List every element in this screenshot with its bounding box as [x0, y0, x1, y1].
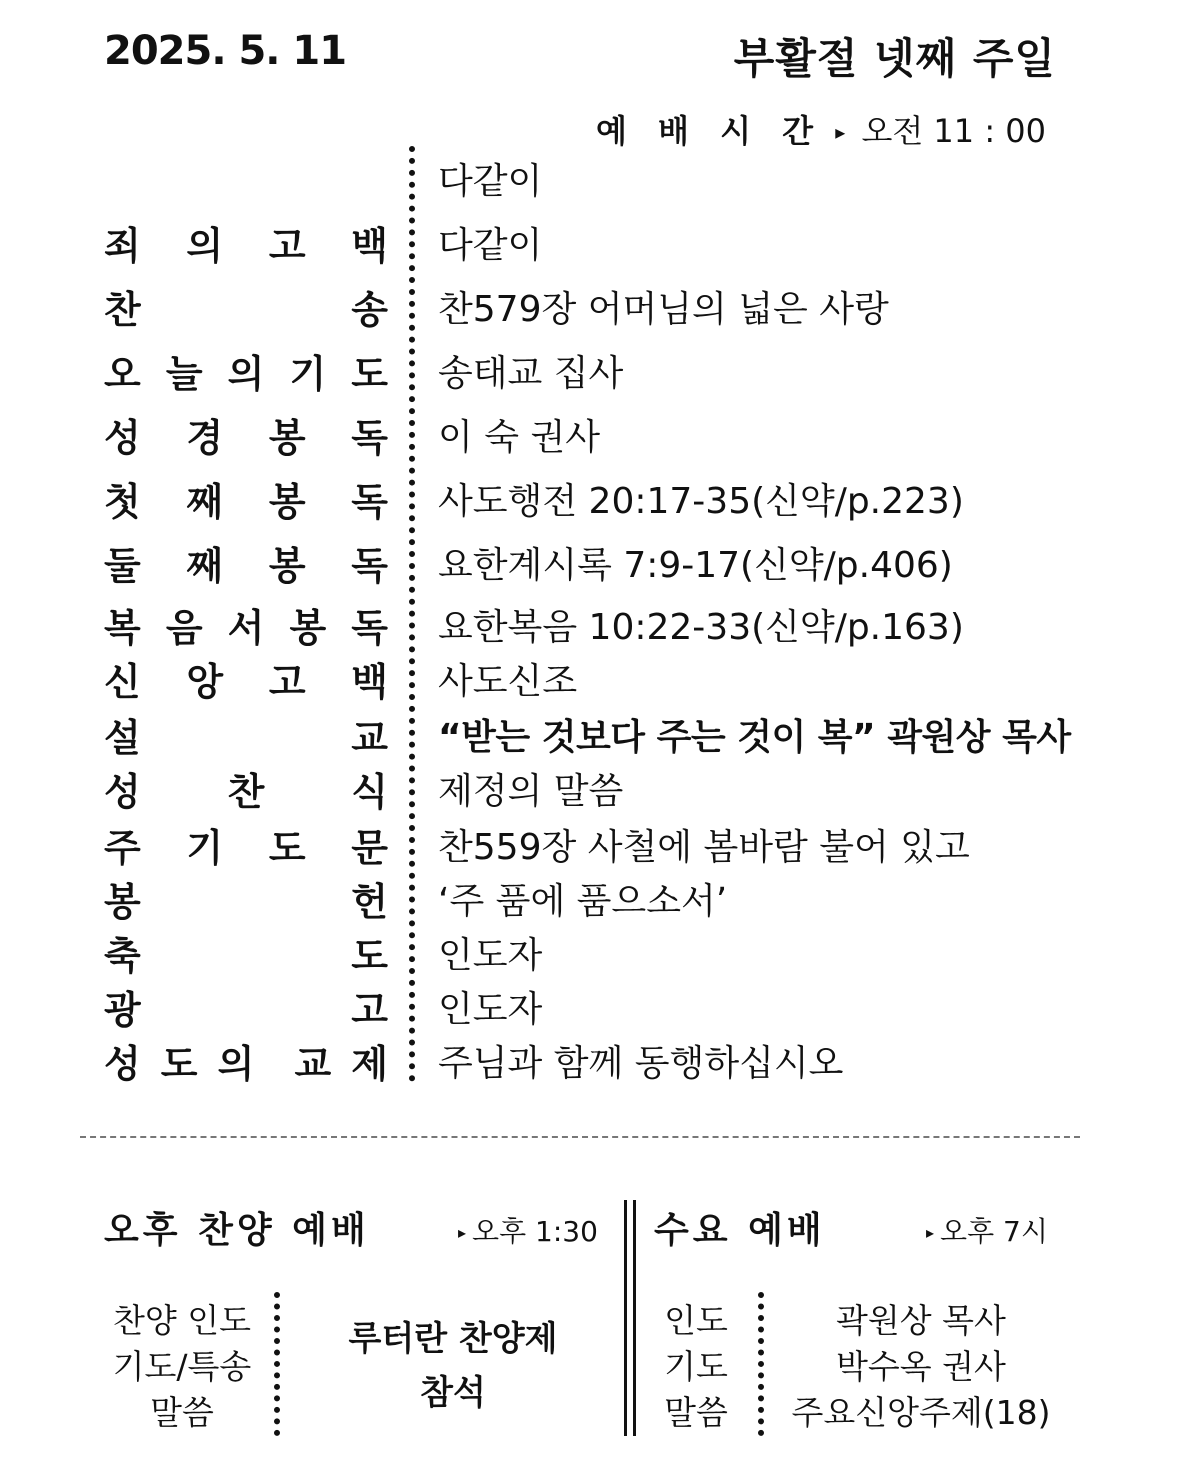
order-label-char: 째: [186, 480, 224, 524]
order-label-char: 설: [104, 716, 141, 760]
order-item-label: [104, 344, 388, 404]
order-item-value: 요한복음 10:22-33(신약/p.163): [438, 607, 964, 648]
order-label-char: 도: [268, 826, 306, 870]
order-item-label: [104, 598, 388, 658]
order-label-char: 고: [268, 224, 306, 268]
order-label-char: 봉: [268, 416, 306, 460]
section-separator: [80, 1136, 1080, 1138]
order-label-char: 의: [186, 224, 224, 268]
order-label-char: 신: [104, 660, 141, 704]
afternoon-content-line1: 루터란 찬양제: [348, 1319, 558, 1359]
order-item-label: [104, 980, 388, 1040]
order-item-label: [104, 872, 388, 932]
order-item-value: 사도신조: [438, 661, 578, 702]
role-prayer: 기도: [664, 1347, 728, 1386]
order-label-char: 봉: [289, 606, 327, 650]
afternoon-roles: [100, 1298, 264, 1436]
order-label-char: 늘: [165, 352, 203, 396]
order-item-value: 주님과 함께 동행하십시오: [438, 1043, 844, 1084]
order-item-value: 찬579장 어머님의 넓은 사랑: [438, 289, 889, 330]
afternoon-time-value: 오후 1:30: [472, 1215, 598, 1248]
order-label-char: 둘: [104, 544, 141, 588]
role-leader: 인도: [664, 1301, 728, 1340]
order-label-char: 성: [104, 416, 141, 460]
order-item-label: [104, 408, 388, 468]
order-label-char: 기: [289, 352, 327, 396]
wednesday-roles: [650, 1298, 742, 1436]
afternoon-content: [300, 1312, 606, 1420]
order-item-label: [104, 216, 388, 276]
order-item-value: 요한계시록 7:9-17(신약/p.406): [438, 545, 953, 586]
order-label-char: 오: [104, 352, 141, 396]
order-label-char: 의: [227, 352, 265, 396]
order-label-char: 봉: [268, 544, 306, 588]
bulletin-date: 2025. 5. 11: [104, 28, 347, 74]
order-label-char: 문: [351, 826, 388, 870]
order-label-char: 독: [351, 606, 388, 650]
order-item-value: 다같이: [438, 225, 543, 266]
order-label-char: 서: [227, 606, 265, 650]
column-double-divider: [624, 1200, 636, 1436]
order-label-char: 도: [160, 1042, 198, 1086]
afternoon-service-title: 오후 찬양 예배: [104, 1210, 370, 1251]
wednesday-time-value: 오후 7시: [940, 1215, 1048, 1248]
arrow-right-icon: ▸: [458, 1223, 467, 1242]
order-item-label: [104, 762, 388, 822]
order-item-value: 인도자: [438, 935, 543, 976]
role-sermon: 말씀: [150, 1393, 214, 1432]
order-label-char: 째: [186, 544, 224, 588]
service-time: [596, 106, 1046, 152]
order-label-char: 백: [351, 224, 388, 268]
order-item-label: [104, 536, 388, 596]
order-item-label: [104, 652, 388, 712]
wednesday-sermon-topic: 주요신앙주제(18): [791, 1393, 1051, 1432]
wednesday-dotted-divider: [758, 1292, 764, 1436]
order-label-char: 찬: [104, 288, 141, 332]
order-item-label: [104, 1034, 388, 1094]
wednesday-service-title: 수요 예배: [654, 1210, 826, 1251]
order-label-char: 교: [351, 716, 388, 760]
role-sermon: 말씀: [664, 1393, 728, 1432]
order-item-value: 찬559장 사철에 봄바람 불어 있고: [438, 827, 970, 868]
order-label-char: 봉: [104, 880, 141, 924]
order-label-char: 백: [351, 660, 388, 704]
order-item-value: 제정의 말씀: [438, 771, 624, 812]
order-item-value: ‘주 품에 품으소서’: [438, 881, 728, 922]
order-label-char: 고: [351, 988, 388, 1032]
order-label-char: 찬: [227, 770, 265, 814]
order-label-char: 고: [268, 660, 306, 704]
role-praise-leader: 찬양 인도: [112, 1301, 251, 1340]
order-item-value: 사도행전 20:17-35(신약/p.223): [438, 481, 964, 522]
order-item-label: [104, 152, 388, 212]
order-label-char: 독: [351, 544, 388, 588]
order-item-value: 인도자: [438, 989, 543, 1030]
order-item-label: [104, 472, 388, 532]
wednesday-leader-name: 곽원상 목사: [836, 1301, 1006, 1340]
order-label-char: 식: [351, 770, 388, 814]
order-item-value: “받는 것보다 주는 것이 복” 곽원상 목사: [438, 717, 1071, 758]
order-item-value: 이 숙 권사: [438, 417, 600, 458]
order-label-char: 죄: [104, 224, 141, 268]
order-label-char: 봉: [268, 480, 306, 524]
order-label-char: 기: [186, 826, 224, 870]
order-item-value: 송태교 집사: [438, 353, 624, 394]
order-label-char: 교: [294, 1042, 332, 1086]
afternoon-content-line2: 참석: [420, 1373, 486, 1413]
order-label-char: 도: [351, 352, 388, 396]
order-label-char: 독: [351, 480, 388, 524]
order-label-char: 광: [104, 988, 141, 1032]
order-label-char: 헌: [351, 880, 388, 924]
order-label-char: 성: [104, 1042, 141, 1086]
order-label-char: 앙: [186, 660, 224, 704]
order-item-label: [104, 280, 388, 340]
order-item-label: [104, 708, 388, 768]
order-label-char: 도: [351, 934, 388, 978]
order-label-char: 주: [104, 826, 141, 870]
order-label-char: 성: [104, 770, 141, 814]
service-time-label: 예 배 시 간: [595, 112, 824, 150]
order-label-char: 음: [165, 606, 203, 650]
dotted-divider: [409, 146, 415, 1082]
order-label-char: 경: [186, 416, 224, 460]
order-label-char: 축: [104, 934, 141, 978]
order-item-value: 다같이: [438, 161, 543, 202]
arrow-right-icon: ▸: [835, 120, 846, 144]
arrow-right-icon: ▸: [926, 1223, 935, 1242]
order-item-label: [104, 818, 388, 878]
role-prayer-special: 기도/특송: [112, 1347, 252, 1386]
order-label-char: 첫: [104, 480, 141, 524]
order-label-char: 의: [217, 1042, 255, 1086]
wednesday-prayer-name: 박수옥 권사: [836, 1347, 1006, 1386]
order-label-char: 송: [351, 288, 388, 332]
order-label-char: 독: [351, 416, 388, 460]
order-label-char: 복: [104, 606, 141, 650]
liturgical-sunday-title: 부활절 넷째 주일: [733, 34, 1056, 83]
wednesday-people: [784, 1298, 1058, 1436]
service-time-value: 오전 11 : 00: [861, 112, 1046, 150]
wednesday-service-time: [926, 1210, 1048, 1250]
order-item-label: [104, 926, 388, 986]
order-label-char: 제: [351, 1042, 388, 1086]
afternoon-service-time: [458, 1210, 598, 1250]
afternoon-dotted-divider: [274, 1292, 280, 1436]
